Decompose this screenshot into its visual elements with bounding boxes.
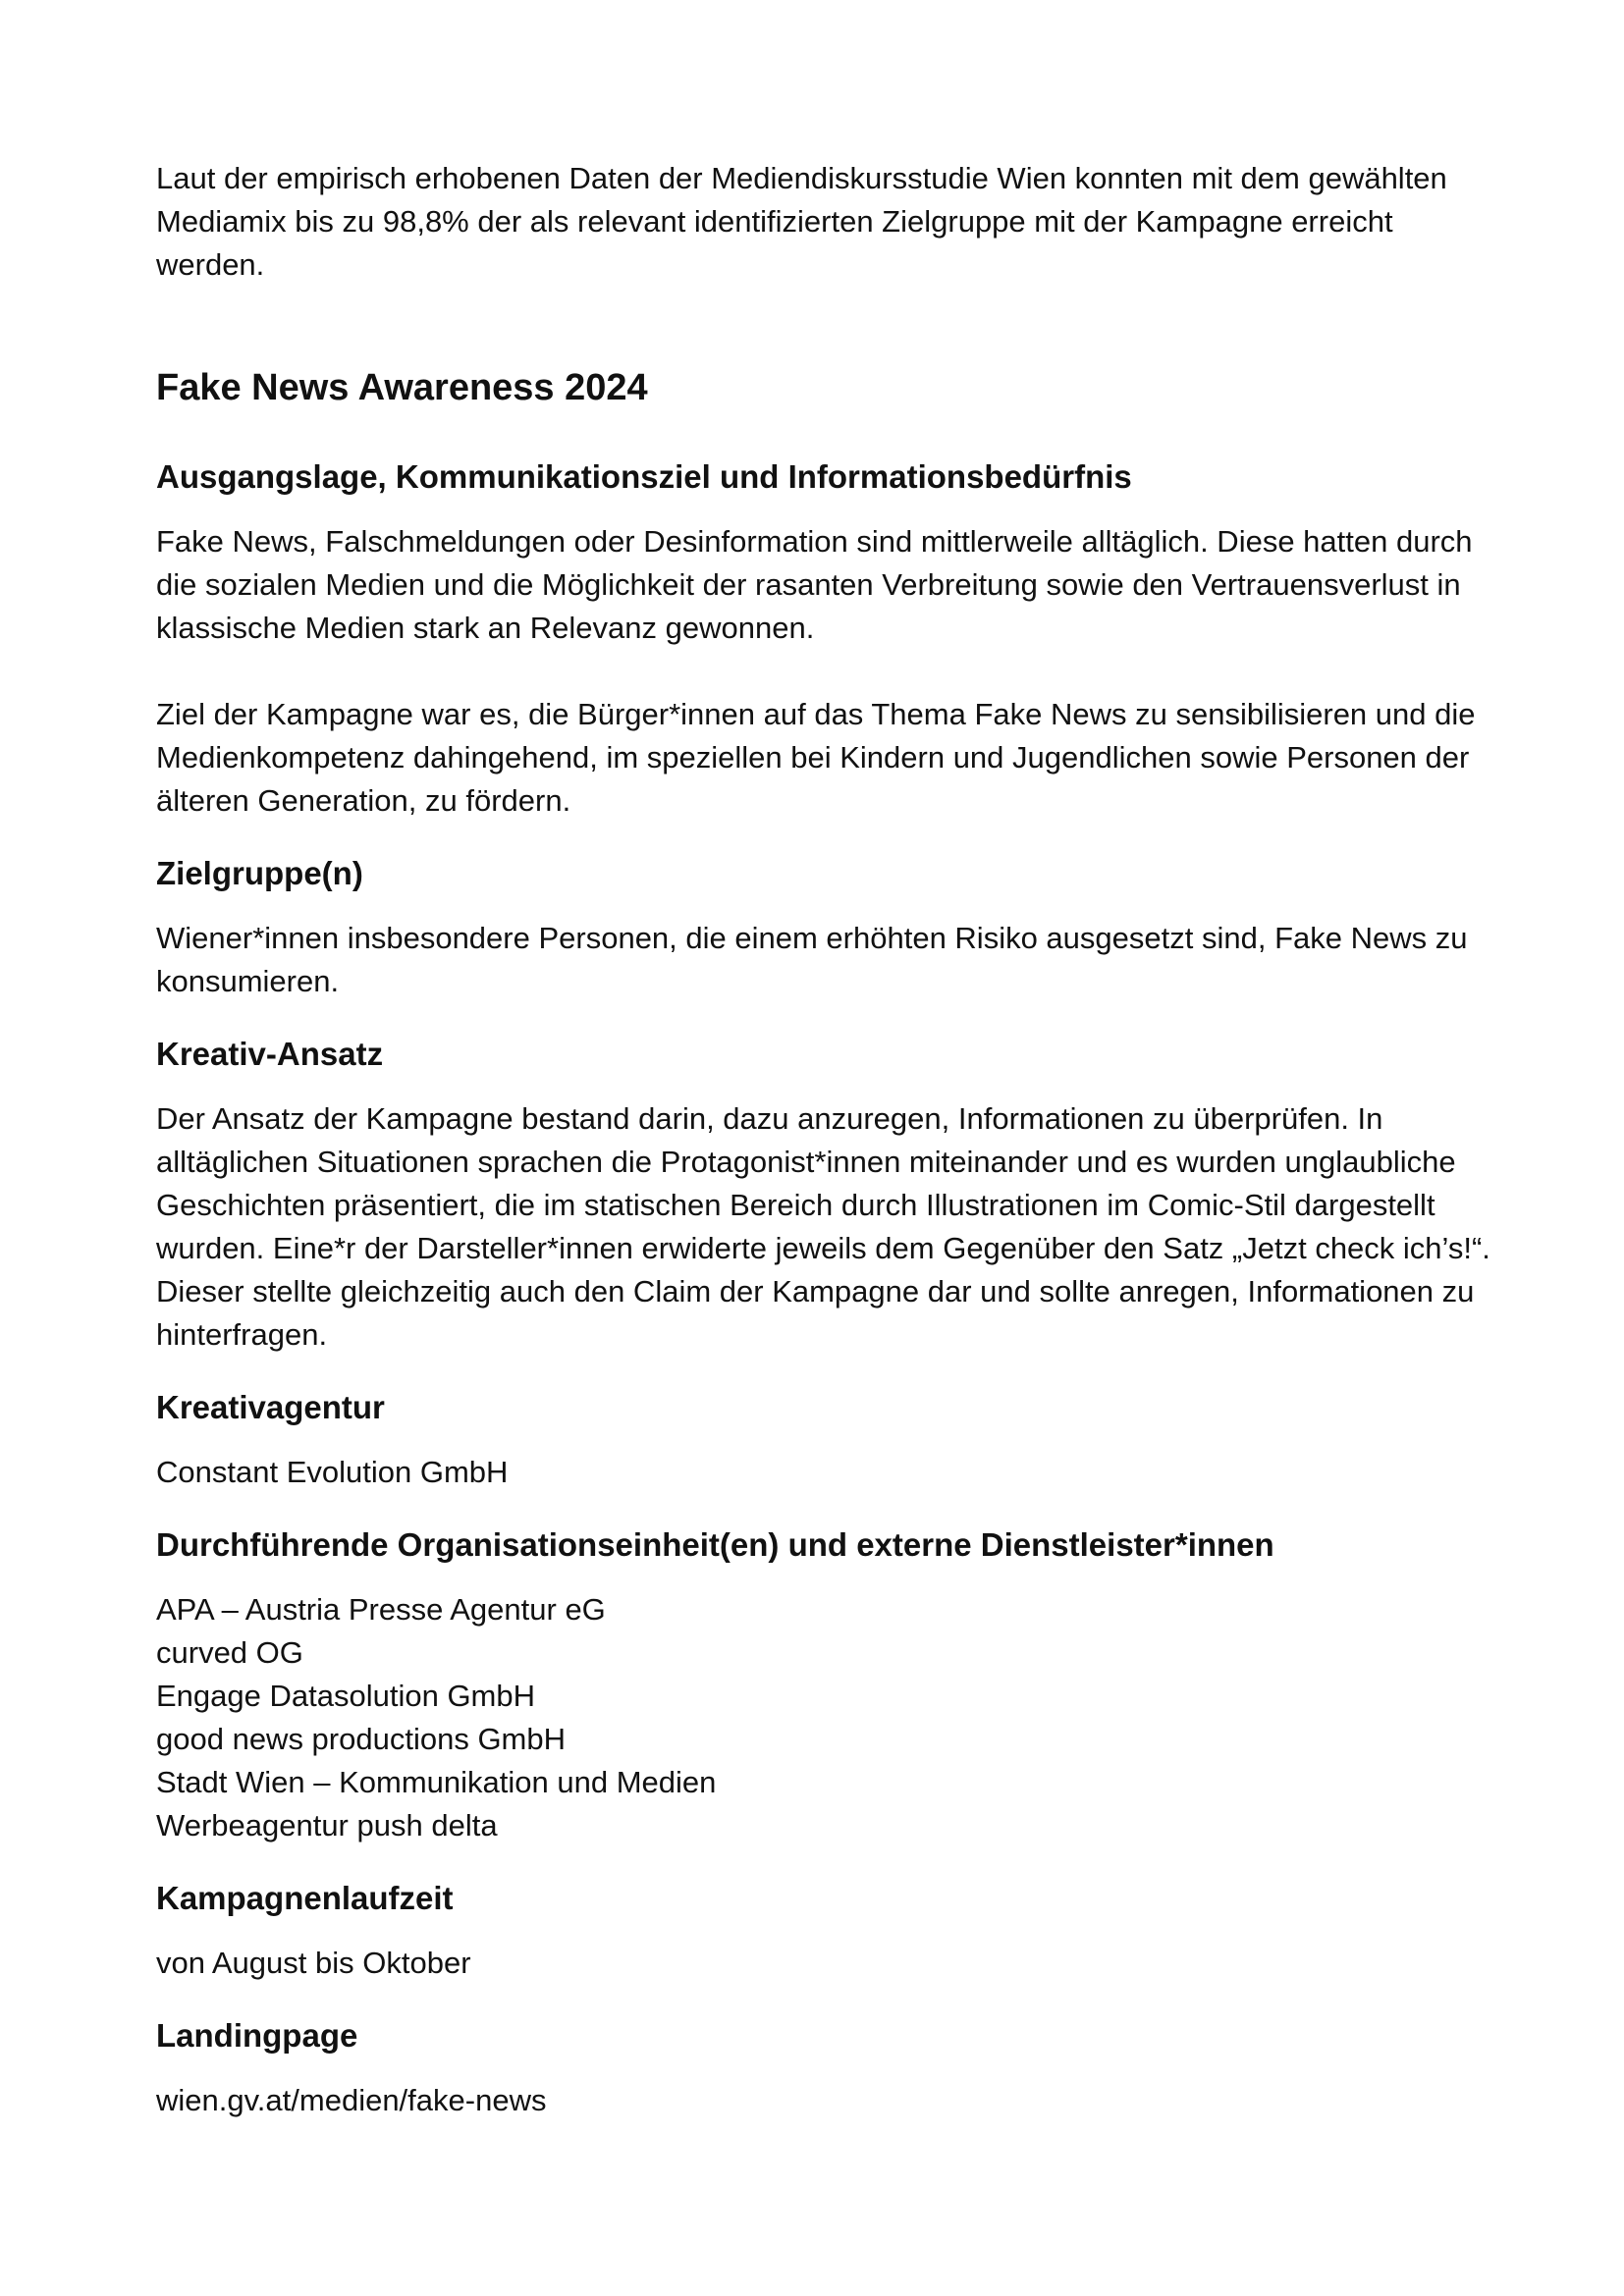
kreativ-ansatz-text: Der Ansatz der Kampagne bestand darin, dazu anzuregen, Informationen zu überprüfen. In alltäglichen Situationen sprachen die Protagonist*innen miteinander und es wurden unglaubliche Geschichten präsentiert, die im statischen Bereich durch Illustrationen im Comic-Stil dargestellt wurden. Eine*r der Darsteller*innen erwiderte jeweils dem Gegenüber den Satz „Jetzt check ich’s!“. Dieser stellte gleichzeitig auch den Claim der Kampagne dar und sollte anregen, Informationen zu hinterfragen. <box>156 1101 1490 1352</box>
section-dienstleister <box>156 1523 1491 1847</box>
list-item: APA – Austria Presse Agentur eG <box>156 1592 606 1627</box>
list-item: good news productions GmbH <box>156 1722 567 1756</box>
list-item: curved OG <box>156 1635 303 1670</box>
laufzeit-text: von August bis Oktober <box>156 1946 471 1980</box>
heading-kreativ-ansatz: Kreativ-Ansatz <box>156 1036 384 1072</box>
section-kreativ-ansatz <box>156 1033 1491 1357</box>
section-laufzeit <box>156 1877 1491 1985</box>
heading-landingpage: Landingpage <box>156 2017 358 2054</box>
section-zielgruppe <box>156 852 1491 1003</box>
list-item: Engage Datasolution GmbH <box>156 1679 536 1713</box>
ausgangslage-paragraph-2: Ziel der Kampagne war es, die Bürger*innen auf das Thema Fake News zu sensibilisieren und die Medienkompetenz dahingehend, im speziellen bei Kindern und Jugendlichen sowie Personen der älteren Generation, zu fördern. <box>156 697 1476 818</box>
document-page <box>156 157 1491 2152</box>
kreativagentur-text: Constant Evolution GmbH <box>156 1455 509 1489</box>
heading-laufzeit: Kampagnenlaufzeit <box>156 1880 454 1916</box>
heading-zielgruppe: Zielgruppe(n) <box>156 855 363 891</box>
heading-ausgangslage: Ausgangslage, Kommunikationsziel und Informationsbedürfnis <box>156 458 1132 495</box>
ausgangslage-paragraph-1: Fake News, Falschmeldungen oder Desinformation sind mittlerweile alltäglich. Diese hatten durch die sozialen Medien und die Möglichkeit der rasanten Verbreitung sowie den Vertrauensverlust in klassische Medien stark an Relevanz gewonnen. <box>156 524 1473 645</box>
heading-kreativagentur: Kreativagentur <box>156 1389 385 1425</box>
landingpage-url: wien.gv.at/medien/fake-news <box>156 2083 547 2117</box>
campaign-title: Fake News Awareness 2024 <box>156 367 648 408</box>
heading-dienstleister: Durchführende Organisationseinheit(en) und externe Dienstleister*innen <box>156 1526 1274 1563</box>
zielgruppe-text: Wiener*innen insbesondere Personen, die einem erhöhten Risiko ausgesetzt sind, Fake News zu konsumieren. <box>156 921 1468 998</box>
intro-paragraph: Laut der empirisch erhobenen Daten der Mediendiskursstudie Wien konnten mit dem gewählten Mediamix bis zu 98,8% der als relevant identifizierten Zielgruppe mit der Kampagne erreicht werden. <box>156 161 1447 282</box>
section-kreativagentur <box>156 1386 1491 1494</box>
paragraph-gap <box>156 650 1491 693</box>
section-landingpage <box>156 2014 1491 2122</box>
list-item: Stadt Wien – Kommunikation und Medien <box>156 1765 717 1799</box>
section-ausgangslage <box>156 455 1491 823</box>
dienstleister-list <box>156 1588 1491 1847</box>
list-item: Werbeagentur push delta <box>156 1808 498 1842</box>
